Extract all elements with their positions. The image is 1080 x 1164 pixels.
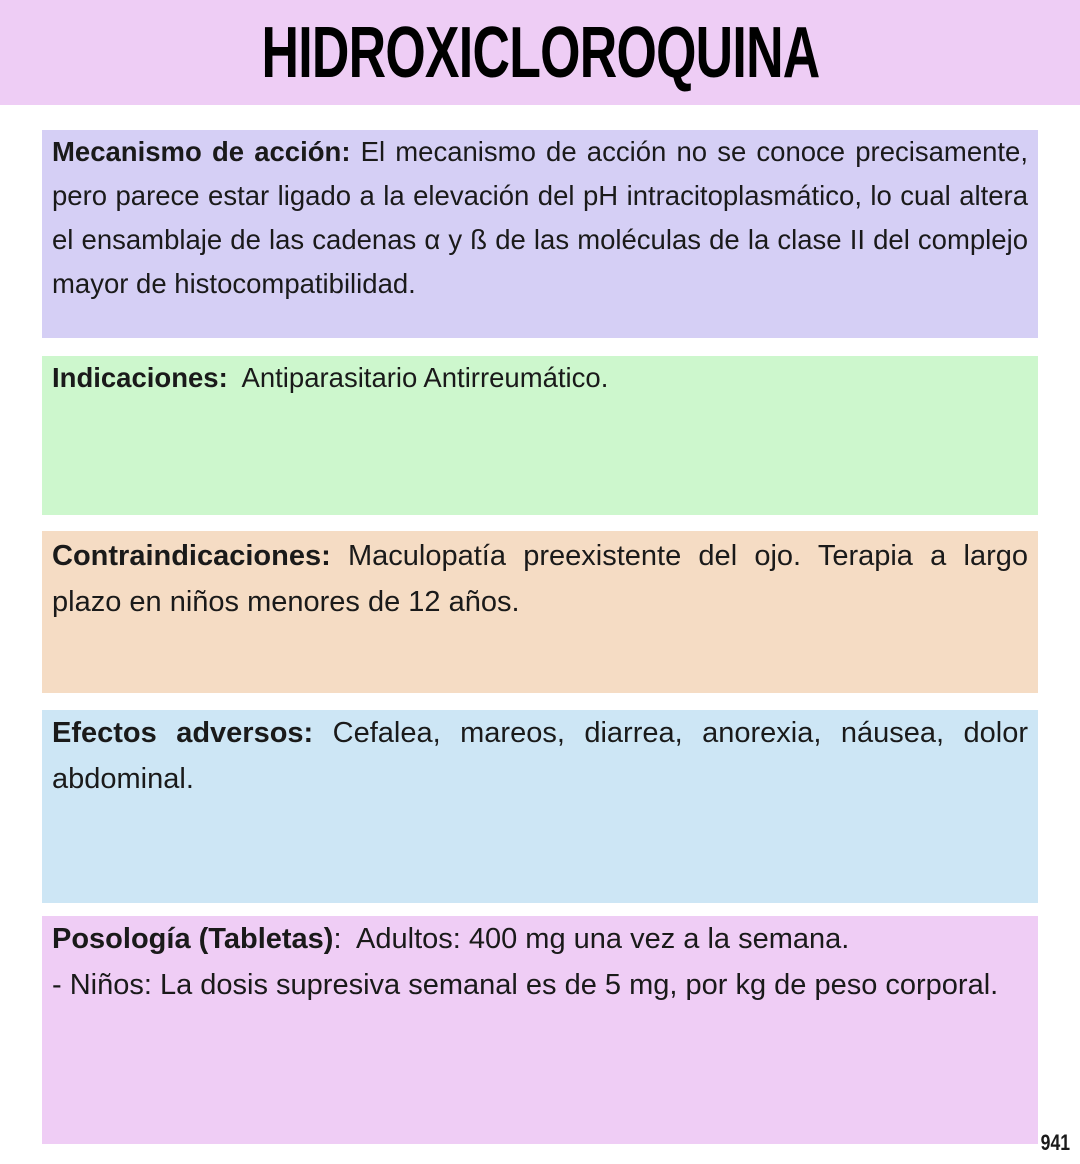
section-label: Posología (Tabletas) — [52, 923, 334, 955]
section-mechanism — [42, 130, 1038, 338]
section-indications — [42, 356, 1038, 515]
page-number: 941 — [1040, 1130, 1071, 1155]
section-contraindications — [42, 531, 1038, 693]
page-title: HIDROXICLOROQUINA — [261, 12, 819, 93]
section-adverse-effects — [42, 710, 1038, 903]
section-text: Maculopatía preexistente del ojo. Terapia a largo plazo en niños menores de 12 años. — [52, 540, 1028, 618]
section-label: Contraindicaciones: — [52, 540, 331, 572]
section-label: Mecanismo de acción: — [52, 136, 351, 167]
section-dosage — [42, 916, 1038, 1144]
section-text: Antiparasitario Antirreumático. — [227, 362, 609, 393]
section-text: : Adultos: 400 mg una vez a la semana. — [333, 923, 850, 955]
header-banner — [0, 0, 1080, 105]
section-text: El mecanismo de acción no se conoce precisamente, pero parece estar ligado a la elevación del pH intracitoplasmático, lo cual altera el ensamblaje de las cadenas α y ß de las moléculas de la clase II del complejo mayor de histocompatibilidad. — [52, 136, 1028, 299]
section-text: Cefalea, mareos, diarrea, anorexia, náusea, dolor abdominal. — [52, 717, 1028, 795]
section-label: Efectos adversos: — [52, 717, 314, 749]
section-text-children: - Niños: La dosis supresiva semanal es de 5 mg, por kg de peso corporal. — [52, 969, 999, 1001]
section-label: Indicaciones: — [52, 362, 228, 393]
